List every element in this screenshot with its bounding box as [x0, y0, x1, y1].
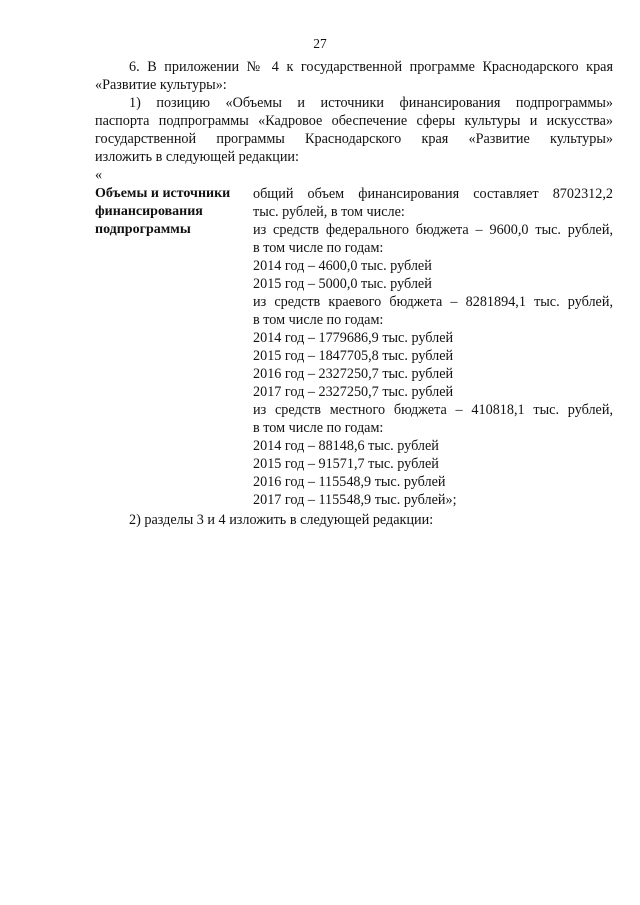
table-label-line: Объемы и источники: [95, 186, 231, 201]
table-value-line: из средств местного бюджета – 410818,1 тыс. рублей,: [253, 402, 613, 418]
table-value-line: тыс. рублей, в том числе:: [253, 204, 405, 220]
table-label-line: финансирования: [95, 204, 203, 219]
intro-line-1: 6. В приложении № 4 к государственной программе Краснодарского края: [129, 59, 613, 75]
table-value-line: 2014 год – 88148,6 тыс. рублей: [253, 438, 439, 454]
table-value-line: из средств краевого бюджета – 8281894,1 тыс. рублей,: [253, 294, 613, 310]
table-value-line: 2017 год – 2327250,7 тыс. рублей: [253, 384, 454, 400]
item1-line-2: паспорта подпрограммы «Кадровое обеспечение сферы культуры и искусства»: [95, 113, 613, 129]
table-label-cell: [95, 185, 251, 509]
page-number: 27: [313, 36, 327, 51]
opening-quote: «: [95, 167, 103, 183]
item1-line-3: государственной программы Краснодарского края «Развитие культуры»: [95, 131, 613, 147]
table-value-line: из средств федерального бюджета – 9600,0 тыс. рублей,: [253, 222, 613, 238]
table-value-line: 2015 год – 1847705,8 тыс. рублей: [253, 348, 454, 364]
table-value-line: 2015 год – 5000,0 тыс. рублей: [253, 276, 432, 292]
item1-line-1: 1) позицию «Объемы и источники финансирования подпрограммы»: [129, 95, 613, 111]
item1-line-4: изложить в следующей редакции:: [95, 149, 299, 165]
table-label-line: подпрограммы: [95, 222, 191, 237]
table-value-cell: [253, 185, 613, 509]
table-value-line: общий объем финансирования составляет 8702312,2: [253, 186, 613, 202]
intro-line-2: «Развитие культуры»:: [95, 77, 227, 93]
table-value-line: 2014 год – 4600,0 тыс. рублей: [253, 258, 432, 274]
table-value-line: в том числе по годам:: [253, 240, 384, 256]
document-body: [95, 58, 613, 529]
table-value-line: 2014 год – 1779686,9 тыс. рублей: [253, 330, 454, 346]
financing-table: [95, 185, 613, 509]
table-value-line: 2016 год – 115548,9 тыс. рублей: [253, 474, 446, 490]
item2-line: 2) разделы 3 и 4 изложить в следующей редакции:: [129, 512, 434, 528]
table-value-line: в том числе по годам:: [253, 312, 384, 328]
table-value-line: 2015 год – 91571,7 тыс. рублей: [253, 456, 439, 472]
table-value-line: в том числе по годам:: [253, 420, 384, 436]
table-value-line: 2016 год – 2327250,7 тыс. рублей: [253, 366, 454, 382]
table-value-line: 2017 год – 115548,9 тыс. рублей»;: [253, 492, 457, 508]
